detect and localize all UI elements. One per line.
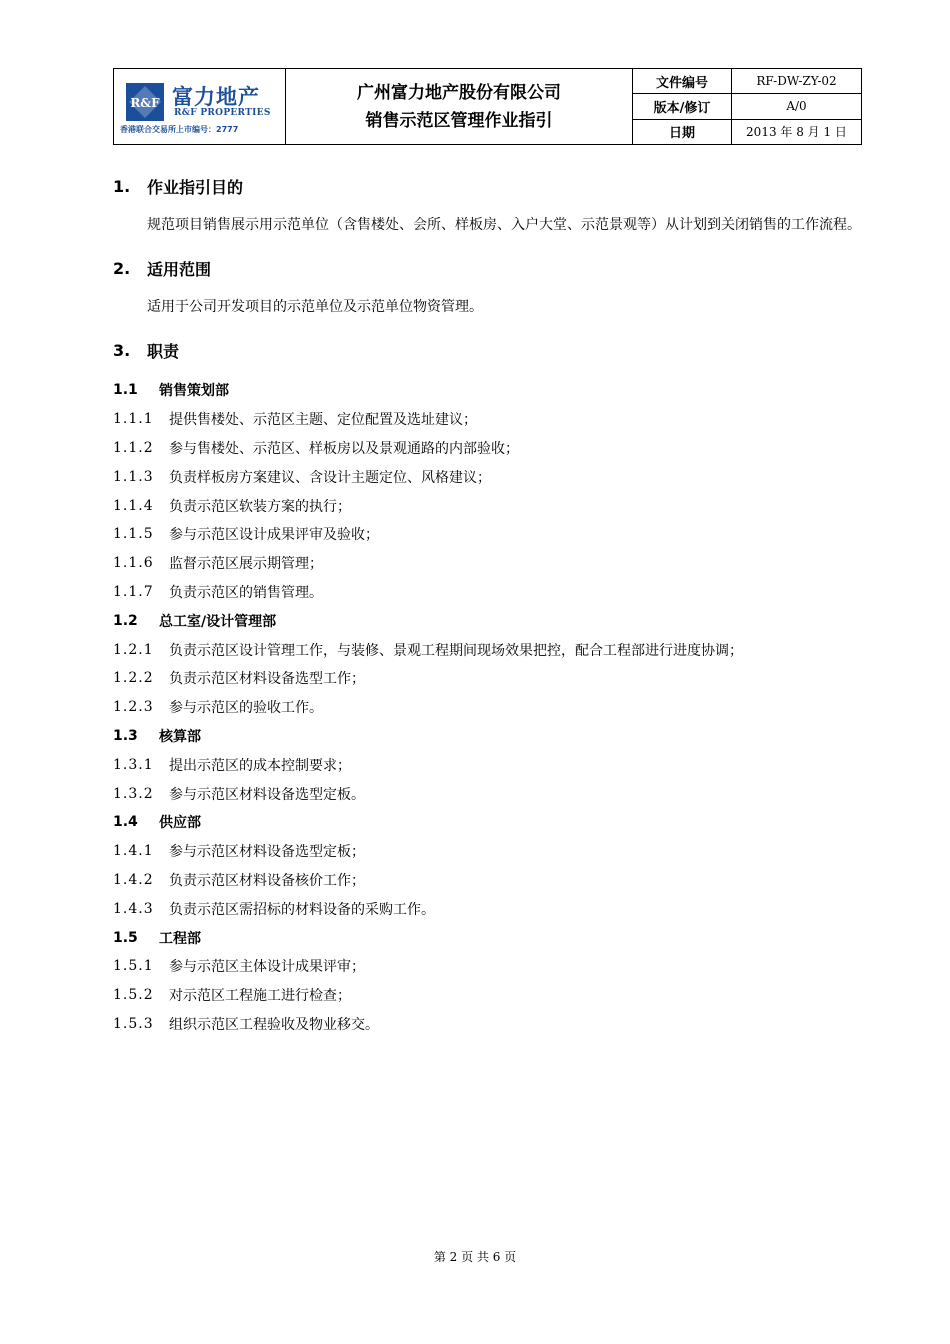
info-label: 版本/修订 bbox=[633, 94, 732, 118]
section-number: 3. bbox=[113, 340, 131, 360]
list-item: 1.4.3 负责示范区需招标的材料设备的采购工作。 bbox=[113, 900, 435, 918]
list-item: 1.5.1 参与示范区主体设计成果评审； bbox=[113, 958, 365, 976]
list-item: 1.3.1 提出示范区的成本控制要求； bbox=[113, 756, 351, 774]
section-heading bbox=[113, 252, 865, 284]
section-title: 职责 bbox=[147, 341, 180, 361]
section-paragraph: 适用于公司开发项目的示范单位及示范单位物资管理。 bbox=[147, 299, 483, 315]
list-item: 1.5.2 对示范区工程施工进行检查； bbox=[113, 987, 351, 1005]
list-item: 1.2.2 负责示范区材料设备选型工作； bbox=[113, 670, 365, 688]
rf-logo-mark-icon bbox=[126, 83, 164, 121]
document-body bbox=[113, 170, 865, 1038]
page-number-footer: 第 2 页 共 6 页 bbox=[433, 1250, 517, 1264]
list-item: 1.1.5 参与示范区设计成果评审及验收； bbox=[113, 526, 379, 544]
company-logo bbox=[114, 69, 286, 144]
info-row-version bbox=[633, 94, 861, 119]
list-item: 1.2.3 参与示范区的验收工作。 bbox=[113, 699, 323, 717]
info-value: RF-DW-ZY-02 bbox=[756, 74, 837, 89]
section-number: 1. bbox=[113, 176, 131, 196]
company-name: 广州富力地产股份有限公司 bbox=[357, 82, 561, 103]
logo-mark-text: R&F bbox=[130, 96, 160, 110]
list-item: 1.2.1 负责示范区设计管理工作，与装修、景观工程期间现场效果把控，配合工程部进行进度协调； bbox=[113, 641, 743, 659]
section-heading bbox=[113, 334, 865, 366]
list-item: 1.1.7 负责示范区的销售管理。 bbox=[113, 583, 323, 601]
logo-english-name: R&F PROPERTIES bbox=[174, 108, 271, 118]
document-title: 销售示范区管理作业指引 bbox=[365, 110, 553, 131]
section-heading bbox=[113, 170, 865, 202]
list-item: 1.4.2 负责示范区材料设备核价工作； bbox=[113, 871, 365, 889]
list-item: 1.1.1 提供售楼处、示范区主题、定位配置及选址建议； bbox=[113, 411, 477, 429]
list-item: 1.1.6 监督示范区展示期管理； bbox=[113, 555, 323, 573]
info-row-date bbox=[633, 120, 861, 144]
info-label: 文件编号 bbox=[633, 69, 732, 93]
section-paragraph: 规范项目销售展示用示范单位（含售楼处、会所、样板房、入户大堂、示范景观等）从计划到关闭销售的工作流程。 bbox=[147, 217, 861, 233]
info-value: A/0 bbox=[786, 99, 807, 114]
list-item: 1.3.2 参与示范区材料设备选型定板。 bbox=[113, 785, 365, 803]
logo-listing-number: 香港联合交易所上市编号：2777 bbox=[120, 125, 239, 134]
duty-heading: 1.1 销售策划部 bbox=[113, 382, 229, 400]
duty-heading: 1.4 供应部 bbox=[113, 814, 201, 832]
info-label: 日期 bbox=[633, 120, 732, 144]
list-item: 1.1.4 负责示范区软装方案的执行； bbox=[113, 497, 351, 515]
logo-chinese-name: 富力地产 bbox=[172, 84, 260, 109]
duties-list bbox=[113, 376, 865, 1038]
title-cell bbox=[286, 69, 633, 144]
list-item: 1.5.3 组织示范区工程验收及物业移交。 bbox=[113, 1015, 379, 1033]
section-title: 适用范围 bbox=[147, 259, 212, 279]
list-item: 1.1.3 负责样板房方案建议、含设计主题定位、风格建议； bbox=[113, 468, 491, 486]
document-header-table bbox=[113, 68, 862, 145]
section-title: 作业指引目的 bbox=[147, 177, 244, 197]
duty-heading: 1.5 工程部 bbox=[113, 929, 201, 947]
info-value: 2013 年 8 月 1 日 bbox=[746, 125, 847, 140]
document-info bbox=[633, 69, 861, 144]
duty-heading: 1.2 总工室/设计管理部 bbox=[113, 612, 277, 630]
section-number: 2. bbox=[113, 258, 131, 278]
duty-heading: 1.3 核算部 bbox=[113, 727, 201, 745]
list-item: 1.4.1 参与示范区材料设备选型定板； bbox=[113, 843, 365, 861]
info-row-file-number bbox=[633, 69, 861, 94]
list-item: 1.1.2 参与售楼处、示范区、样板房以及景观通路的内部验收； bbox=[113, 439, 519, 457]
